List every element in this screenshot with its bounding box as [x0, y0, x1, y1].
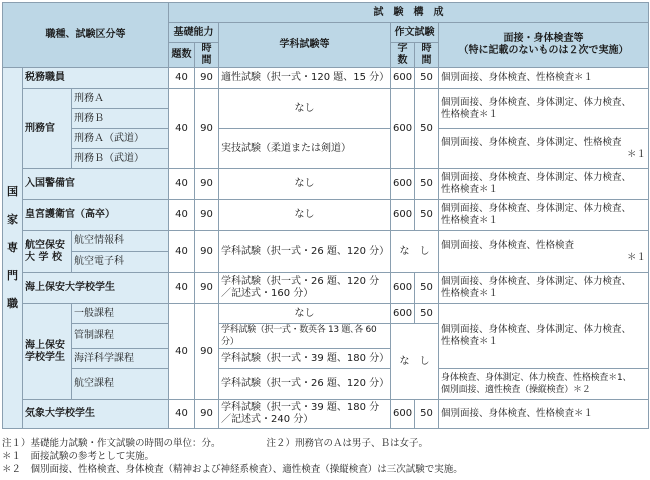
- cell-interview: 身体検査、身体測定、体力検査、性格検査＊1、 個別面接、適性検査（操縦検査）＊２: [439, 369, 649, 400]
- cell-subject: 学科試験（択一式・26 題、120 分）: [219, 231, 391, 273]
- cell-time: 90: [195, 304, 219, 400]
- row-name-kaijo-univ: 海上保安大学校学生: [23, 273, 169, 304]
- cell-questions: 40: [169, 304, 195, 400]
- cell-essay-none: な し: [391, 231, 439, 273]
- cell-interview: 個別面接、身体検査、性格検査＊１: [439, 400, 649, 429]
- cell-subject: なし: [219, 169, 391, 200]
- header-category: 職種、試験区分等: [3, 3, 169, 68]
- vertical-category-label: 国 家 専 門 職: [3, 68, 23, 429]
- header-interview-line1: 面接・身体検査等: [503, 33, 584, 44]
- cell-chars: 600: [391, 273, 415, 304]
- footnote-1: 注１）基礎能力試験・作文試験の時間の単位：分。 注２）刑務官のＡは男子、Ｂは女子。: [2, 438, 429, 449]
- cell-interview: 個別面接、身体検査、身体測定、体力検査、 性格検査＊１: [439, 169, 649, 200]
- cell-chars: 600: [391, 89, 415, 169]
- cell-time: 90: [195, 231, 219, 273]
- row-name-kokuhoan: 航空保安 大 学 校: [23, 231, 72, 273]
- cell-subject: なし: [219, 200, 391, 231]
- footnote-2: ＊１ 面接試験の参考として実施。: [2, 451, 155, 462]
- cell-subject: 実技試験（柔道または剣道）: [219, 129, 391, 169]
- row-name-zeimu: 税務職員: [23, 68, 169, 89]
- subrow-name: 航空情報科: [72, 231, 169, 252]
- cell-chars: 600: [391, 169, 415, 200]
- subrow-name: 一般課程: [72, 304, 169, 324]
- cell-time: 90: [195, 89, 219, 169]
- header-questions: 題数: [169, 43, 195, 68]
- cell-essay-time: 50: [415, 169, 439, 200]
- cell-subject: なし: [219, 89, 391, 129]
- cell-interview: 個別面接、身体検査、身体測定、性格検査 ＊１: [439, 129, 649, 169]
- cell-interview: 個別面接、身体検査、性格検査 ＊１: [439, 231, 649, 273]
- cell-essay-time: 50: [415, 400, 439, 429]
- cell-interview: 個別面接、身体検査、身体測定、体力検査、 性格検査＊１: [439, 273, 649, 304]
- cell-subject: なし: [219, 304, 391, 324]
- cell-questions: 40: [169, 231, 195, 273]
- header-basic-time: 時間: [195, 43, 219, 68]
- cell-questions: 40: [169, 169, 195, 200]
- subrow-name: 航空電子科: [72, 252, 169, 273]
- cell-time: 90: [195, 200, 219, 231]
- header-essay-exam: 作文試験: [391, 23, 439, 43]
- cell-subject: 学科試験（択一式・26 題、120 分）: [219, 369, 391, 400]
- header-chars: 字数: [391, 43, 415, 68]
- cell-interview: 個別面接、身体検査、性格検査＊１: [439, 68, 649, 89]
- cell-questions: 40: [169, 200, 195, 231]
- cell-essay-time: 50: [415, 200, 439, 231]
- header-interview: [439, 23, 649, 68]
- cell-chars: 600: [391, 400, 415, 429]
- row-name-kisho: 気象大学校学生: [23, 400, 169, 429]
- cell-questions: 40: [169, 273, 195, 304]
- cell-questions: 40: [169, 400, 195, 429]
- header-subject-exam: 学科試験等: [219, 23, 391, 68]
- cell-time: 90: [195, 273, 219, 304]
- cell-chars: 600: [391, 200, 415, 231]
- cell-subject: 学科試験（択一式・26 題、120 分 ／記述式・160 分）: [219, 273, 391, 304]
- cell-essay-none: な し: [391, 324, 439, 400]
- cell-essay-time: 50: [415, 304, 439, 324]
- cell-essay-time: 50: [415, 273, 439, 304]
- header-exam-structure: 試 験 構 成: [169, 3, 649, 23]
- cell-essay-time: 50: [415, 68, 439, 89]
- cell-essay-time: 50: [415, 89, 439, 169]
- cell-subject: 適性試験（択一式・120 題、15 分）: [219, 68, 391, 89]
- cell-chars: 600: [391, 304, 415, 324]
- exam-structure-table: [2, 2, 649, 429]
- subrow-name: 管制課程: [72, 324, 169, 349]
- cell-subject: 学科試験（択一式・39 題、180 分 ／記述式・240 分）: [219, 400, 391, 429]
- header-basic-ability: 基礎能力: [169, 23, 219, 43]
- subrow-name: 海洋科学課程: [72, 349, 169, 369]
- cell-interview: 個別面接、身体検査、身体測定、体力検査、 性格検査＊１: [439, 89, 649, 129]
- cell-interview: 個別面接、身体検査、身体測定、体力検査、 性格検査＊１: [439, 304, 649, 369]
- cell-questions: 40: [169, 89, 195, 169]
- row-name-keimu: 刑務官: [23, 89, 72, 169]
- row-name-nyukoku: 入国警備官: [23, 169, 169, 200]
- cell-subject: 学科試験（択一式・数英各 13 題､各 60 分）: [219, 324, 391, 349]
- header-essay-time: 時間: [415, 43, 439, 68]
- row-name-kogu: 皇宮護衛官（高卒）: [23, 200, 169, 231]
- cell-time: 90: [195, 68, 219, 89]
- footnote-3: ＊２ 個別面接、性格検査、身体検査（精神および神経系検査）、適性検査（操縦検査）は三次試験で実施。: [2, 464, 463, 475]
- cell-time: 90: [195, 169, 219, 200]
- footnotes: [2, 437, 648, 476]
- cell-time: 90: [195, 400, 219, 429]
- subrow-name: 刑務Ａ（武道）: [72, 129, 169, 149]
- header-interview-line2: （特に記載のないものは２次で実施）: [458, 45, 629, 56]
- cell-chars: 600: [391, 68, 415, 89]
- subrow-name: 航空課程: [72, 369, 169, 400]
- subrow-name: 刑務Ｂ: [72, 109, 169, 129]
- subrow-name: 刑務Ｂ（武道）: [72, 149, 169, 169]
- row-name-kaijo-school: 海上保安 学校学生: [23, 304, 72, 400]
- cell-subject: 学科試験（択一式・39 題、180 分）: [219, 349, 391, 369]
- subrow-name: 刑務Ａ: [72, 89, 169, 109]
- cell-interview: 個別面接、身体検査、身体測定、体力検査、 性格検査＊１: [439, 200, 649, 231]
- cell-questions: 40: [169, 68, 195, 89]
